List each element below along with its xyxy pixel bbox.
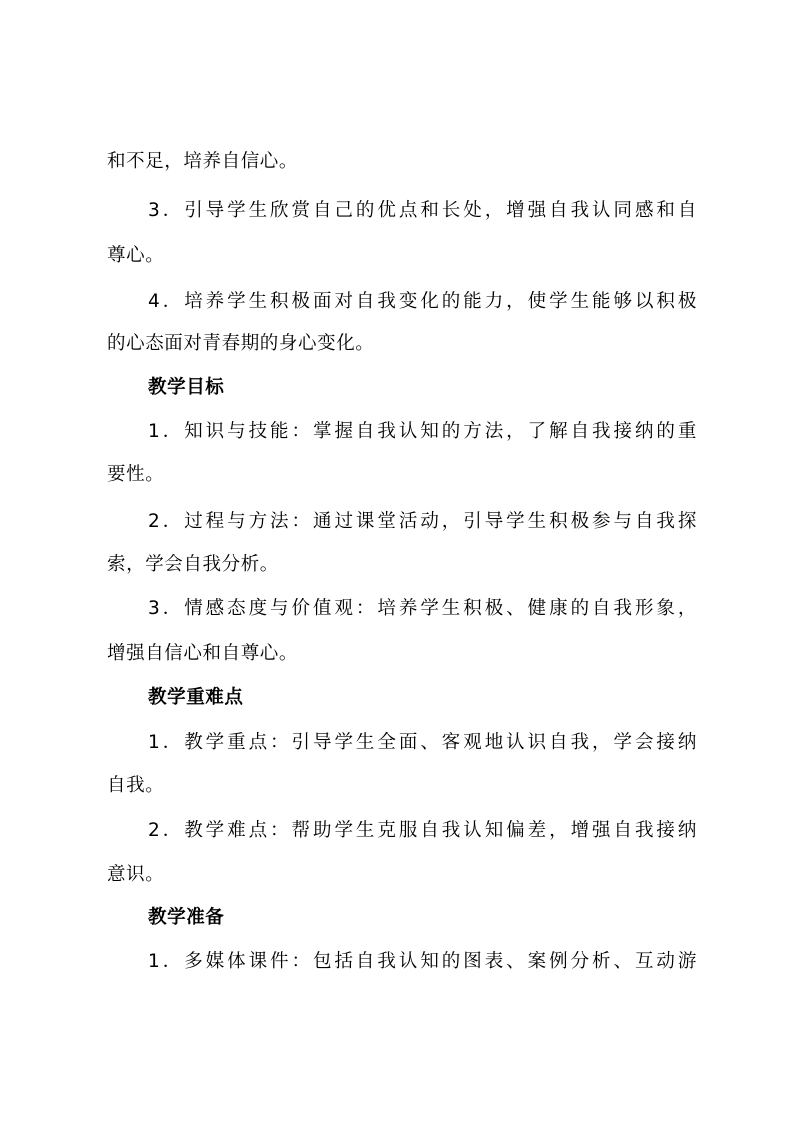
paragraph-line: 索，学会自我分析。: [107, 554, 279, 575]
paragraph-line: 1．知识与技能：掌握自我认知的方法，了解自我接纳的重: [148, 421, 697, 442]
paragraph-line: 3．引导学生欣赏自己的优点和长处，增强自我认同感和自: [148, 200, 697, 221]
paragraph-line: 2．过程与方法：通过课堂活动，引导学生积极参与自我探: [148, 511, 697, 532]
paragraph-line: 尊心。: [107, 245, 165, 266]
paragraph-line: 要性。: [107, 464, 165, 485]
section-heading: 教学目标: [148, 377, 225, 398]
section-heading: 教学准备: [148, 907, 225, 928]
paragraph-line: 增强自信心和自尊心。: [107, 643, 299, 664]
paragraph-line: 1．多媒体课件：包括自我认知的图表、案例分析、互动游: [148, 951, 697, 972]
paragraph-line: 和不足，培养自信心。: [107, 151, 299, 172]
paragraph-line: 3．情感态度与价值观：培养学生积极、健康的自我形象，: [148, 598, 697, 619]
paragraph-line: 的心态面对青春期的身心变化。: [107, 333, 375, 354]
paragraph-line: 2．教学难点：帮助学生克服自我认知偏差，增强自我接纳: [148, 820, 697, 841]
paragraph-line: 意识。: [107, 864, 165, 885]
paragraph-line: 1．教学重点：引导学生全面、客观地认识自我，学会接纳: [148, 732, 697, 753]
section-heading: 教学重难点: [148, 687, 244, 708]
paragraph-line: 4．培养学生积极面对自我变化的能力，使学生能够以积极: [148, 291, 697, 312]
paragraph-line: 自我。: [107, 775, 165, 796]
